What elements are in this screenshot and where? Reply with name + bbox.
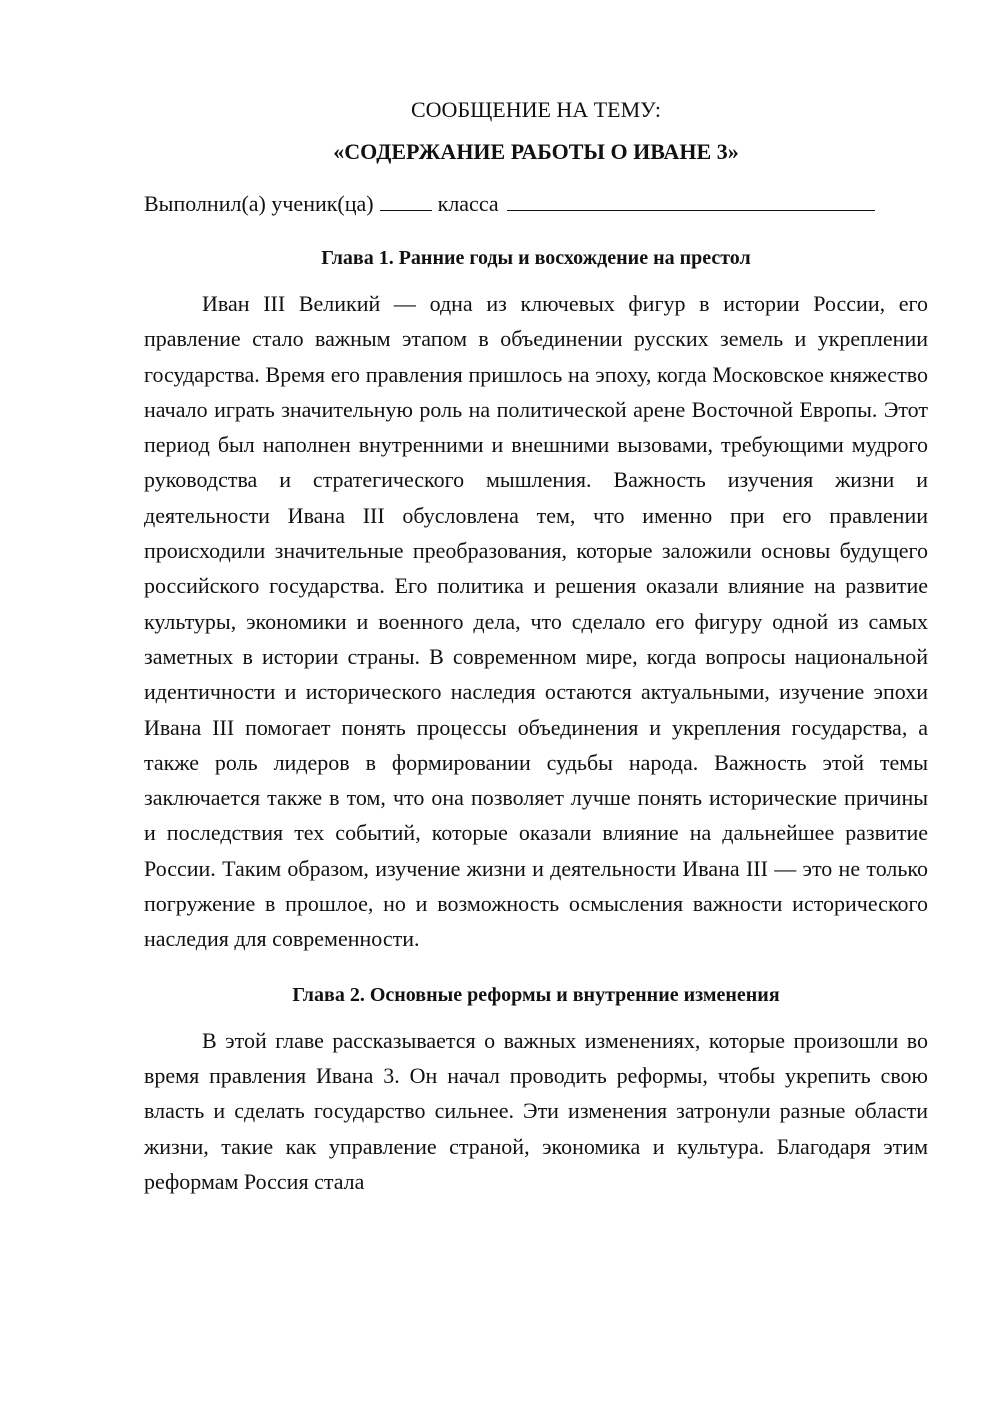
author-line: [144, 186, 928, 222]
chapter-2-paragraph: В этой главе рассказывается о важных изменениях, которые произошли во время правления Ивана 3. Он начал проводить реформы, чтобы укрепить свою власть и сделать государство сильнее. Эти изменения затронули разные области жизни, такие как управление страной, экономика и культура. Благодаря этим реформам Россия стала: [144, 1027, 928, 1194]
author-label: Выполнил(а) ученик(ца): [144, 191, 374, 216]
chapter-2-heading: Глава 2. Основные реформы и внутренние изменения: [292, 983, 780, 1006]
class-number-blank: [380, 188, 432, 211]
document-topic: «СОДЕРЖАНИЕ РАБОТЫ О ИВАНЕ 3»: [333, 139, 739, 164]
student-name-blank: [507, 188, 875, 211]
chapter-1-paragraph: Иван III Великий — одна из ключевых фигур в истории России, его правление стало важным этапом в объединении русских земель и укреплении государства. Время его правления пришлось на эпоху, когда Московское княжество начало играть значительную роль на политической арене Восточной Европы. Этот период был наполнен внутренними и внешними вызовами, требующими мудрого руководства и стратегического мышления. Важность изучения жизни и деятельности Ивана III обусловлена тем, что именно при его правлении происходили значительные преобразования, которые заложили основы будущего российского государства. Его политика и решения оказали влияние на развитие культуры, экономики и военного дела, что сделало его фигуру одной из самых заметных в истории страны. В современном мире, когда вопросы национальной идентичности и исторического наследия остаются актуальными, изучение эпохи Ивана III помогает понять процессы объединения и укрепления государства, а также роль лидеров в формировании судьбы народа. Важность этой темы заключается также в том, что она позволяет лучше понять исторические причины и последствия тех событий, которые оказали влияние на дальнейшее развитие России. Таким образом, изучение жизни и деятельности Ивана III — это не только погружение в прошлое, но и возможность осмысления важности исторического наследия для современности.: [144, 291, 928, 952]
chapter-1-heading: Глава 1. Ранние годы и восхождение на престол: [321, 247, 751, 269]
document-page: [144, 92, 928, 1199]
document-title: СООБЩЕНИЕ НА ТЕМУ:: [411, 97, 661, 122]
class-label: класса: [437, 191, 499, 216]
